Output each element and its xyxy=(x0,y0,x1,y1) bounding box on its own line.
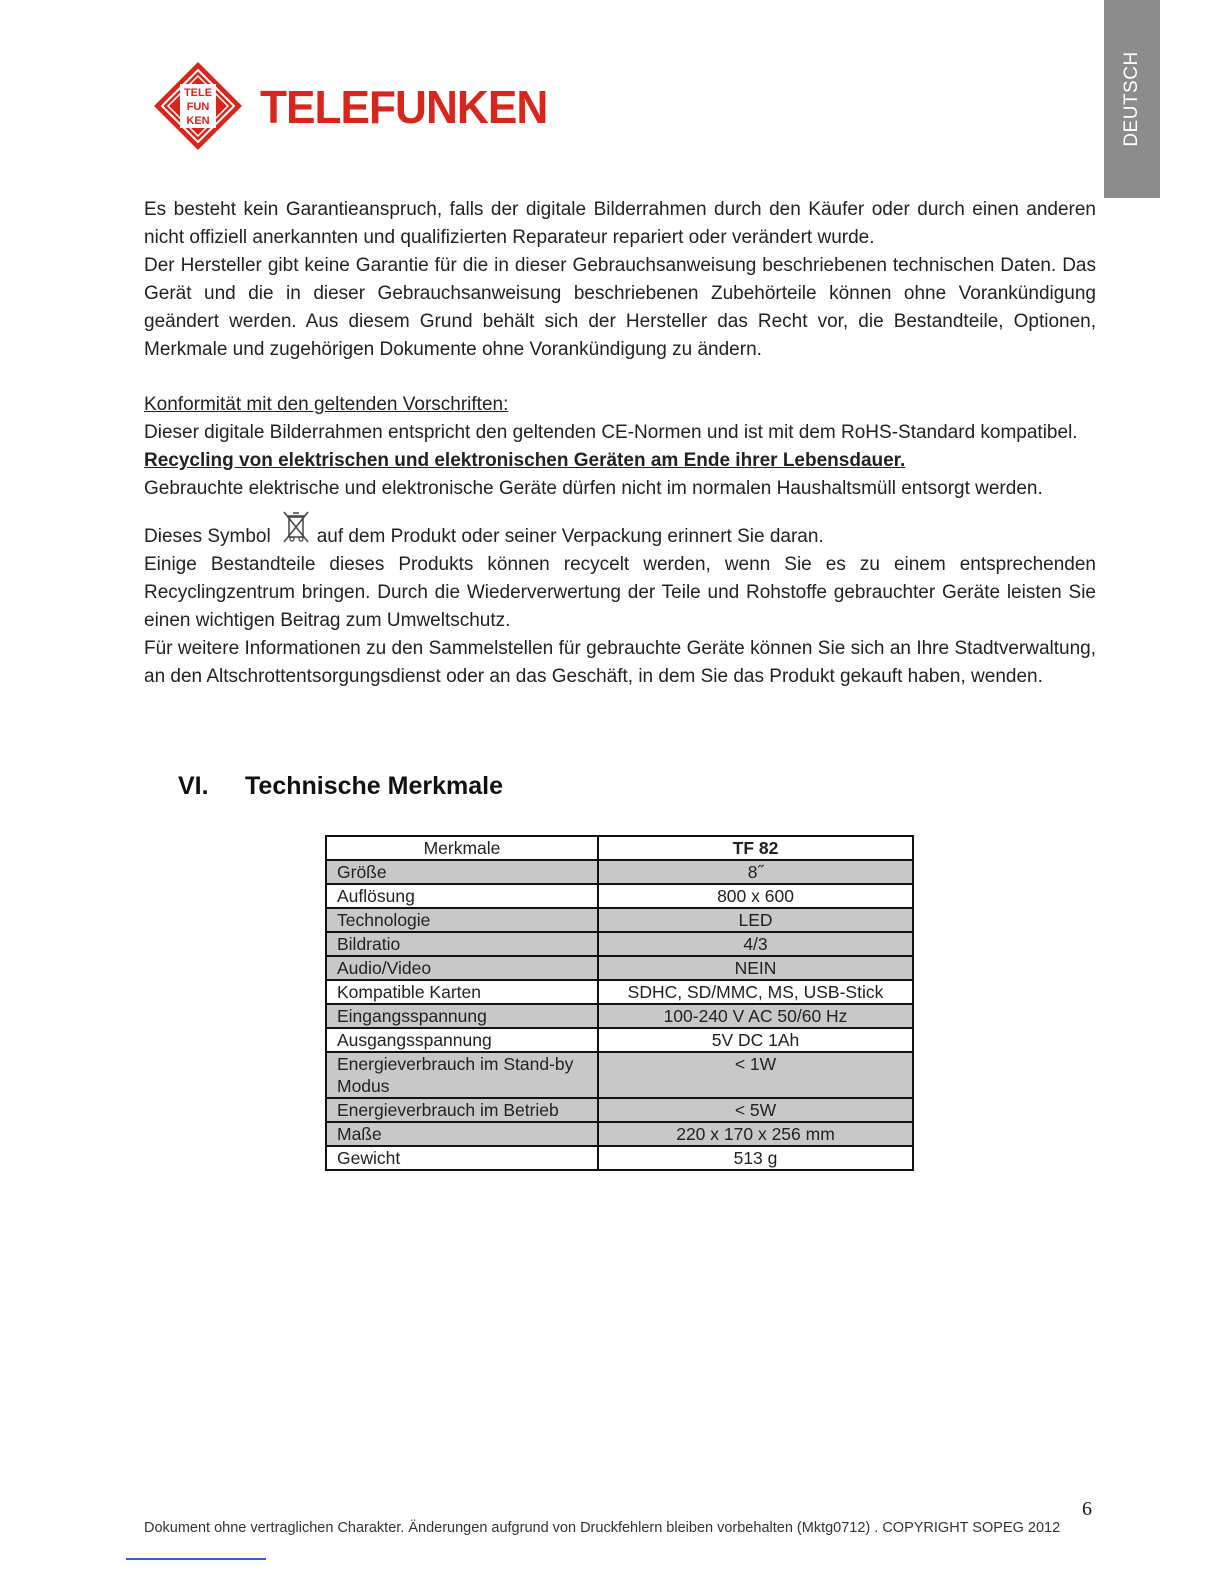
spec-header-model: TF 82 xyxy=(598,836,913,860)
spec-value: < 5W xyxy=(598,1098,913,1122)
table-row xyxy=(326,1122,913,1146)
recycling-paragraph-2: Einige Bestandteile dieses Produkts können recycelt werden, wenn Sie es zu einem entsprechenden Recyclingzentrum bringen. Durch die Wiederverwertung der Teile und Rohstoffe gebrauchter Geräte leisten Sie einen wichtigen Beitrag zum Umweltschutz. xyxy=(144,554,1096,631)
spec-value: 513 g xyxy=(598,1146,913,1170)
spec-label: Energieverbrauch im Stand-by Modus xyxy=(326,1052,598,1098)
table-row xyxy=(326,932,913,956)
manufacturer-paragraph: Der Hersteller gibt keine Garantie für die in dieser Gebrauchsanweisung beschriebenen technischen Daten. Das Gerät und die in dieser Gebrauchsanweisung beschriebenen Zubehörteile können ohne Vorankündigung geändert werden. Aus diesem Grund behält sich der Hersteller das Recht vor, die Bestandteile, Optionen, Merkmale und zugehörigen Dokumente ohne Vorankündigung zu ändern. xyxy=(144,255,1096,360)
brand-name: TELEFUNKEN xyxy=(260,81,548,133)
conformity-text: Dieser digitale Bilderrahmen entspricht den geltenden CE-Normen und ist mit dem RoHS-Standard kompatibel. xyxy=(144,422,1078,443)
spec-label: Bildratio xyxy=(326,932,598,956)
telefunken-logo xyxy=(152,60,548,152)
conformity-heading: Konformität mit den geltenden Vorschriften: xyxy=(144,394,509,415)
spec-label: Maße xyxy=(326,1122,598,1146)
symbol-text-before: Dieses Symbol xyxy=(144,526,271,547)
warranty-paragraph: Es besteht kein Garantieanspruch, falls der digitale Bilderrahmen durch den Käufer oder durch einen anderen nicht offiziell anerkannten und qualifizierten Reparateur repariert oder verändert wurde. xyxy=(144,199,1096,248)
spec-label: Eingangsspannung xyxy=(326,1004,598,1028)
spec-label: Gewicht xyxy=(326,1146,598,1170)
spec-value: 220 x 170 x 256 mm xyxy=(598,1122,913,1146)
symbol-line xyxy=(144,503,1096,551)
table-row xyxy=(326,860,913,884)
spec-label: Energieverbrauch im Betrieb xyxy=(326,1098,598,1122)
spec-value: 5V DC 1Ah xyxy=(598,1028,913,1052)
spec-value: 800 x 600 xyxy=(598,884,913,908)
spec-label: Größe xyxy=(326,860,598,884)
table-row xyxy=(326,1146,913,1170)
table-row xyxy=(326,1004,913,1028)
section-number: VI. xyxy=(178,772,209,800)
spec-label: Audio/Video xyxy=(326,956,598,980)
spec-label: Technologie xyxy=(326,908,598,932)
body-content xyxy=(144,196,1096,691)
language-tab-label: DEUTSCH xyxy=(1121,51,1142,147)
symbol-text-after: auf dem Produkt oder seiner Verpackung erinnert Sie daran. xyxy=(316,526,824,547)
emblem-line-2: FUN xyxy=(186,101,210,113)
section-heading xyxy=(178,772,503,801)
recycling-heading: Recycling von elektrischen und elektronischen Geräten am Ende ihrer Lebensdauer. xyxy=(144,450,906,471)
emblem-line-3: KEN xyxy=(186,115,210,127)
emblem-line-1: TELE xyxy=(183,87,213,99)
table-row xyxy=(326,956,913,980)
table-row xyxy=(326,908,913,932)
recycling-paragraph-3: Für weitere Informationen zu den Sammelstellen für gebrauchte Geräte können Sie sich an Ihre Stadtverwaltung, an den Altschrottentsorgungsdienst oder an das Geschäft, in dem Sie das Produkt gekauft haben, wenden. xyxy=(144,638,1096,687)
spec-value: 8˝ xyxy=(598,860,913,884)
page-number: 6 xyxy=(1082,1498,1092,1520)
footer-disclaimer: Dokument ohne vertraglichen Charakter. Änderungen aufgrund von Druckfehlern bleiben vorbehalten (Mktg0712) . COPYRIGHT SOPEG 2012 xyxy=(144,1520,1061,1536)
spec-header-feature: Merkmale xyxy=(326,836,598,860)
spec-label: Kompatible Karten xyxy=(326,980,598,1004)
spec-value: 4/3 xyxy=(598,932,913,956)
spec-value: SDHC, SD/MMC, MS, USB-Stick xyxy=(598,980,913,1004)
section-title: Technische Merkmale xyxy=(245,772,503,800)
spec-label: Ausgangsspannung xyxy=(326,1028,598,1052)
spec-label: Auflösung xyxy=(326,884,598,908)
table-row xyxy=(326,980,913,1004)
language-tab xyxy=(1104,0,1160,198)
crossed-bin-icon xyxy=(281,509,311,545)
table-row xyxy=(326,1028,913,1052)
table-row xyxy=(326,1098,913,1122)
table-row xyxy=(326,884,913,908)
spec-table xyxy=(325,835,914,1171)
recycling-line-1: Gebrauchte elektrische und elektronische Geräte dürfen nicht im normalen Haushaltsmüll entsorgt werden. xyxy=(144,478,1043,499)
spec-value: 100-240 V AC 50/60 Hz xyxy=(598,1004,913,1028)
spec-value: NEIN xyxy=(598,956,913,980)
table-row xyxy=(326,1052,913,1098)
footer-rule xyxy=(126,1558,266,1560)
spec-value: LED xyxy=(598,908,913,932)
telefunken-emblem-icon xyxy=(152,60,244,152)
spec-value: < 1W xyxy=(598,1052,913,1098)
